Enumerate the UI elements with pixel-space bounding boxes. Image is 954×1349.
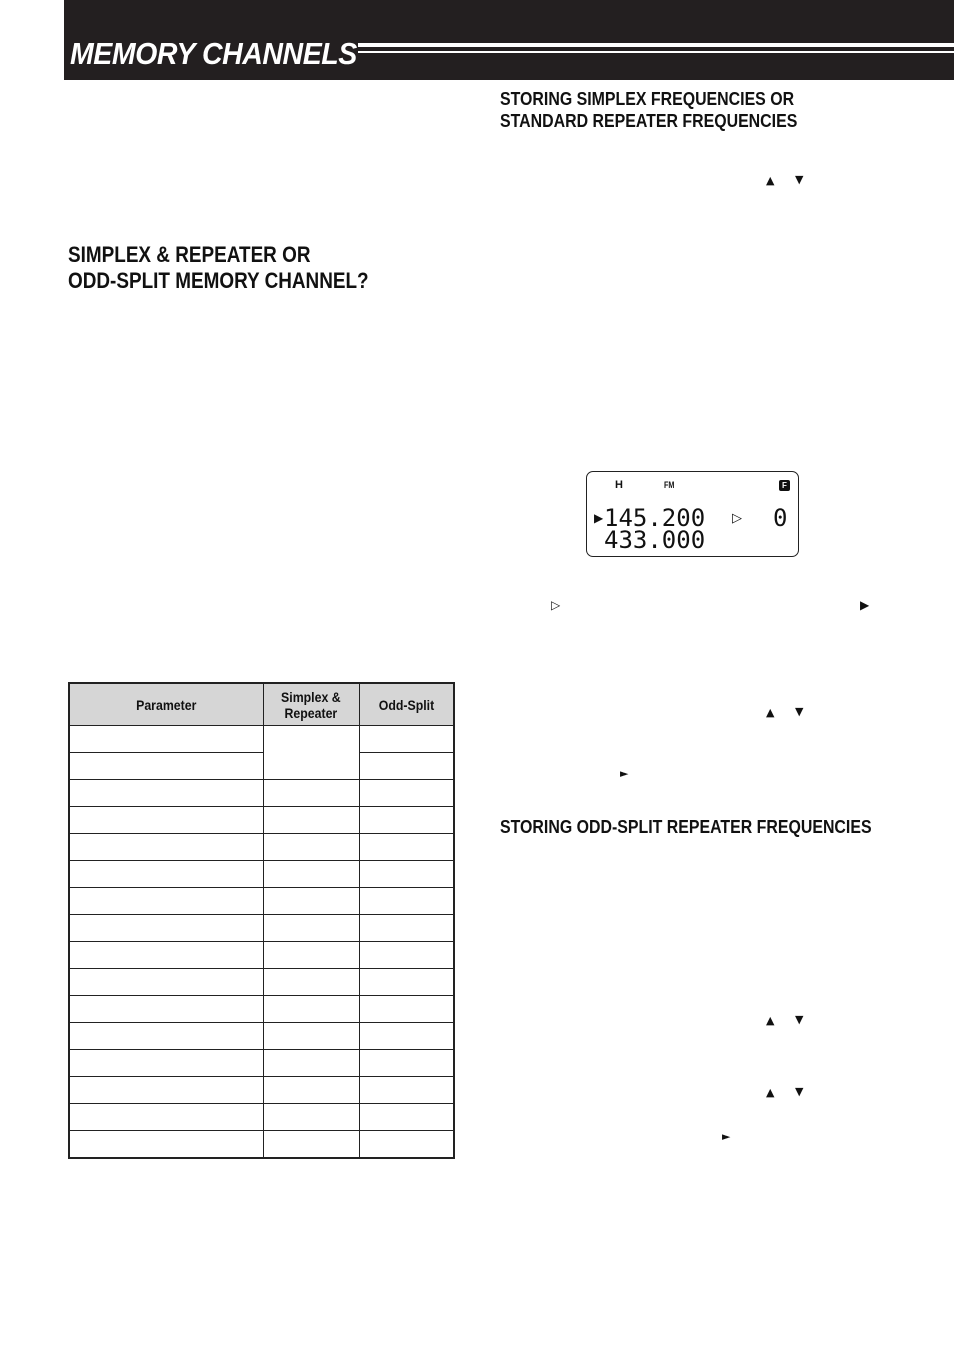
table-cell [69, 780, 263, 807]
header-rule-thick [358, 43, 954, 47]
table-cell [69, 888, 263, 915]
down-arrow-icon: ▼ [795, 705, 804, 718]
header-parameter: Parameter [69, 683, 263, 726]
table-cell [69, 1077, 263, 1104]
table-cell [69, 807, 263, 834]
table-row [69, 996, 454, 1023]
table-cell [69, 1023, 263, 1050]
heading-storing-simplex-line1: STORING SIMPLEX FREQUENCIES OR [500, 88, 795, 109]
solid-triangle-icon: ▶ [860, 598, 870, 612]
table-row [69, 1077, 454, 1104]
lcd-indicator-fm: FM [664, 480, 675, 490]
up-arrow-icon: ▲ [766, 1086, 775, 1099]
lcd-channel-number: 0 [773, 504, 788, 532]
up-arrow-icon: ▲ [766, 706, 775, 719]
heading-storing-simplex-line2: STANDARD REPEATER FREQUENCIES [500, 110, 798, 131]
heading-simplex-repeater-line2: ODD-SPLIT MEMORY CHANNEL? [68, 268, 369, 293]
lcd-frequency-main: 145.200 [604, 504, 706, 532]
lcd-frequency-sub: 433.000 [604, 526, 706, 554]
table-cell [69, 753, 263, 780]
table-cell [263, 942, 359, 969]
table-cell [359, 1104, 454, 1131]
table-cell [263, 1050, 359, 1077]
table-header-row [69, 683, 454, 726]
table-cell [263, 861, 359, 888]
table-cell [359, 807, 454, 834]
table-cell [69, 969, 263, 996]
table-cell [263, 969, 359, 996]
header-simplex-repeater: Simplex & Repeater [263, 683, 359, 726]
table-cell [69, 996, 263, 1023]
down-arrow-icon: ▼ [795, 173, 804, 186]
table-cell [69, 1131, 263, 1159]
table-row [69, 969, 454, 996]
table-cell [359, 834, 454, 861]
lcd-memory-mark-icon: ▷ [732, 511, 742, 526]
table-cell [359, 780, 454, 807]
lcd-band-cursor-icon: ▶ [594, 511, 604, 525]
lcd-display [586, 471, 799, 557]
table-cell [359, 996, 454, 1023]
table-row [69, 726, 454, 753]
table-cell [359, 915, 454, 942]
heading-simplex-repeater-line1: SIMPLEX & REPEATER OR [68, 242, 311, 267]
page-title: MEMORY CHANNELS [70, 36, 357, 71]
table-cell [263, 888, 359, 915]
table-cell [69, 726, 263, 753]
table-cell [263, 915, 359, 942]
table-cell [263, 780, 359, 807]
heading-odd-split: STORING ODD-SPLIT REPEATER FREQUENCIES [500, 816, 872, 837]
table-cell [359, 969, 454, 996]
table-cell [263, 1077, 359, 1104]
table-cell [69, 834, 263, 861]
table-cell [263, 1023, 359, 1050]
header-rule-thin [358, 51, 954, 53]
down-arrow-icon: ▼ [795, 1085, 804, 1098]
table-row [69, 861, 454, 888]
table-row [69, 807, 454, 834]
table-cell-merged [263, 726, 359, 780]
table-row [69, 753, 454, 780]
outline-triangle-icon: ▷ [551, 598, 561, 612]
table-cell [263, 834, 359, 861]
table-cell [263, 807, 359, 834]
table-cell [263, 1104, 359, 1131]
table-cell [359, 1023, 454, 1050]
table-cell [359, 753, 454, 780]
header-odd-split: Odd-Split [359, 683, 454, 726]
table-cell [359, 726, 454, 753]
table-cell [69, 1050, 263, 1077]
table-row [69, 1131, 454, 1159]
heading-storing-simplex [500, 88, 797, 132]
table-cell [359, 1050, 454, 1077]
table-row [69, 888, 454, 915]
table-cell [359, 861, 454, 888]
pointer-right-icon: ► [722, 1130, 731, 1143]
table-row [69, 915, 454, 942]
table-row [69, 1023, 454, 1050]
table-row [69, 942, 454, 969]
pointer-right-icon: ► [620, 767, 629, 780]
down-arrow-icon: ▼ [795, 1013, 804, 1026]
parameter-table [68, 682, 455, 1159]
table-cell [263, 996, 359, 1023]
table-cell [359, 1131, 454, 1159]
header-banner [64, 0, 954, 80]
table-cell [69, 942, 263, 969]
table-row [69, 1050, 454, 1077]
table-row [69, 834, 454, 861]
up-arrow-icon: ▲ [766, 174, 775, 187]
table-cell [359, 888, 454, 915]
heading-simplex-repeater [68, 242, 369, 294]
table-cell [69, 915, 263, 942]
table-cell [359, 942, 454, 969]
table-cell [69, 1104, 263, 1131]
table-cell [263, 1131, 359, 1159]
up-arrow-icon: ▲ [766, 1014, 775, 1027]
table-cell [69, 861, 263, 888]
lcd-indicator-f: F [779, 480, 790, 491]
lcd-indicator-h: H [615, 479, 623, 491]
table-cell [359, 1077, 454, 1104]
table-row [69, 1104, 454, 1131]
table-row [69, 780, 454, 807]
